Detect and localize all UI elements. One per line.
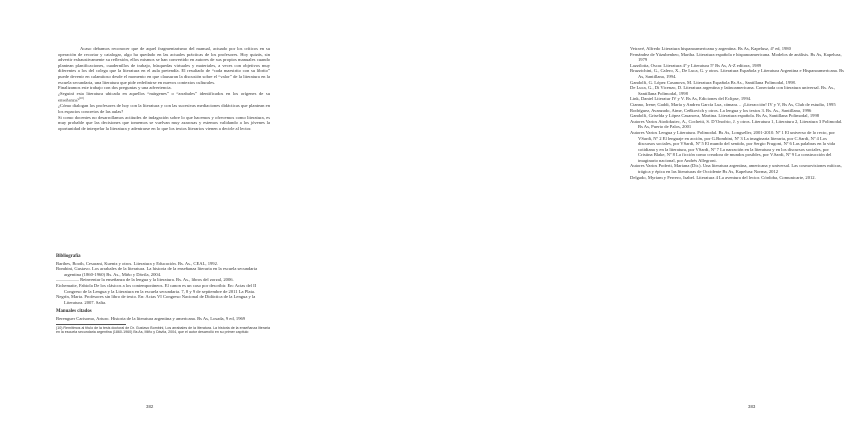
bibliography-entry: Etchemaite, Fabiola De los clásicos a los contemporáneos. El canon es un caso por describir. En: Actas del II Congreso de la Lengua y la Literatura en la escuela secundaria. 7, 8 y 9 de septiembre de 2011 La Plata.: [56, 282, 257, 294]
paragraph: Si como docentes no desarrollamos actitudes de indagación sobre lo que hacemos y ofrecemos como literatura, es muy probable que las decisiones que tomemos se vuelvan muy azarosas y estemos validando a los jóvenes la oportunidad de interpelar la literatura y adentrarse en lo que los textos literarios vienen a decirle al lector.: [58, 114, 270, 131]
paragraph: Finalizamos este trabajo con dos preguntas y una advertencia.: [58, 85, 172, 91]
bibliography-entry: ————— Reinventar la enseñanza de la lengua y la literatura. Bs. As., libros del zorzal, 2006.: [56, 277, 234, 283]
footnote-marker: (10): [78, 96, 84, 101]
paragraph: ¿Seguirá esta literatura ubicada en aquellos “márgenes” o “arrabales” identificados en los orígenes de su enseñanza?$^{(10)}$: [58, 90, 270, 103]
paragraph: Acaso debamos reconocer que de aquel fragmentarismo del manual, actuado por los críticos en su operación de recortar y catalogar, algo ha quedado en las actuales prácticas de los profesores. Hoy quizás, sin advertir exhaustivamente su reflexión, ellos mismos se han convertido en autores de sus propios manuales cuando plantean planificaciones, cuadernillos de trabajo, búsquedas virtuales y materiales, a veces con objetivos muy diferentes a los del colega que la literatura en el aula pretendía. El resultado de “cada maestrito con su librito” puede devenir en calamitoso desde el momento en que clausuran la discusión sobre el “valor” de la literatura en la escuela secundaria, una literatura que pide redefinirse en nuevos contextos culturales.: [58, 46, 270, 85]
page-number-left: 382: [146, 404, 154, 409]
manual-entry: Autores Varios Poderti, Mariana (Dir.). Una literatura argentina, americana y universal. Las cosmovisiones míticas, trágica y épica en las literaturas de Occidente Bs As, Kapelusz Norma, 2012: [630, 163, 842, 175]
footnote-rule: [56, 324, 126, 325]
bibliography-entry: Barthes, Booth, Cesarani, Kuentz y otros. Literatura y Educación. Bs. As., CEAL, 1992.: [56, 260, 219, 266]
manual-entry: Autores Varios Atodokutec, A., Cochetti, S. D’Onofrio, J. y otros. Literatura 1, Literatura 2, Literatura 3 Polimodal. Bs As, Puerto de Palos, 2001: [630, 118, 843, 130]
manual-entry: Delgado, Myriam y Ferrero, Isabel. Literatura 4 La aventura del lector. Córdoba, Comunicarte, 2012.: [630, 174, 816, 180]
manuals-heading: Manuales citados: [56, 309, 92, 315]
manual-entry: Berenguer Carisomo, Arturo. Historia de la literatura argentina y americana. Bs As, Losada, 9 ed, 1969: [56, 315, 246, 321]
manual-entry: Autores Varios Lengua y Literatura. Polimodal. Bs As, Longseller, 2001-2010. Nº 1 El universo de lo recto, por VSardi, Nº 2 El lenguaje en acción, por G.Bombini, Nº 3 La imaginaria literaria, por C.Sardi, Nº 4 Los discursos sociales, por VSardi, Nº 5 El mundo del sentido, por Sergio Frugoni, Nº 6 Las palabras en la vida cotidiana y en la literatura, por VSardi, Nº 7 La narración en la literatura y en los discursos sociales, por Cristina Blake, Nº 8 La ficción como creadora de mundos posibles, por V.Sardi, Nº 9 La construcción del imaginario nacional, por Andrés Allegroni.: [630, 129, 835, 163]
manual-entry: Gandolfi, G. López Casanova, M. Literatura Española Bs As., Santillana Polimodal, 1998.: [630, 79, 796, 85]
left-page: [0, 0, 300, 424]
manual-entry: Fernández de Yázubenheo, Martha. Literatura española e hispanoamericana. Modelos de análisis. Bs As, Kapelusz, 1979: [630, 51, 842, 63]
bibliography-entry: Bombini, Gustavo. Los arrabales de la literatura. La historia de la enseñanza literaria en la escuela secundaria argentina (1860-1960) Bs. As., Miño y Dávila, 2004.: [56, 266, 258, 277]
manual-entry: Bruzzichini, G., Calero, X., De Luca, G. y otros. Literatura Española y Literatura Argentina e Hispanoamericana. Bs As, Santillana, 1994.: [630, 68, 844, 79]
manual-entry: Rodríguez, Avanzado, Aime, Ceñkovich y otros. La lengua y los textos 3. Bs. As., Santillana, 1996: [630, 107, 812, 113]
page-number-right: 383: [748, 404, 756, 409]
manual-entry: Link, Daniel Literatur IV y V. Bs As, Ediciones del Eclipse, 1994.: [630, 96, 752, 102]
manual-entry: De Luca, G., Di Vicenzo, D. Literatura argentina y latinoamericana. Conectada con literatura universal. Bs. As., Santillana Polimodal, 1998: [630, 85, 836, 96]
manual-list: [630, 46, 844, 180]
manual-entry: Gandolfi, Griselda y López Casanova, Martina. Literatura española. Bs As, Santillana Polimodal, 1998: [630, 113, 820, 119]
right-page: [300, 0, 844, 424]
footnote: (10) Remitimos al título de la tesis doctoral de Dr. Gustavo Bombini, Los arrabales de la literatura. La historia de la enseñanza literaria en la escuela secundaria argentina (1860-1960) Bs As, Miño y Dávila, 2004, que el autor desarrolló en su primer capítulo: [56, 325, 270, 334]
manual-entry: Cianno, Irene; Gaddi, María y Andrea García Luz, cámara… ¡Literacción! IV y V, Bs As, Club de estudio, 1995: [630, 101, 836, 107]
manual-entry: Veiravé, Alfredo Literatura hispanoamericana y argentina. Bs As, Kapelusz, 4ª ed, 1980: [630, 46, 791, 51]
paragraph: ¿Cómo dialogan los profesores de hoy con la literatura y con las sucesivas mediaciones didácticas que plantean en los espacios concretos de las aulas?: [58, 103, 270, 115]
manual-entry: Lazzilotta, Oscar. Literatura 4º y Literatura 5º Bs As, A-Z editora, 1989: [630, 62, 762, 68]
bibliography-heading: Bibliografía: [56, 254, 81, 259]
bibliography-section: [56, 254, 270, 334]
body-text: [58, 46, 270, 131]
bibliography-entry: Negrín, Marta. Profesores sin libro de texto. En: Actas VI Congreso Nacional de Didáctica de la Lengua y la Literatura. 2007. Salta.: [56, 294, 256, 305]
